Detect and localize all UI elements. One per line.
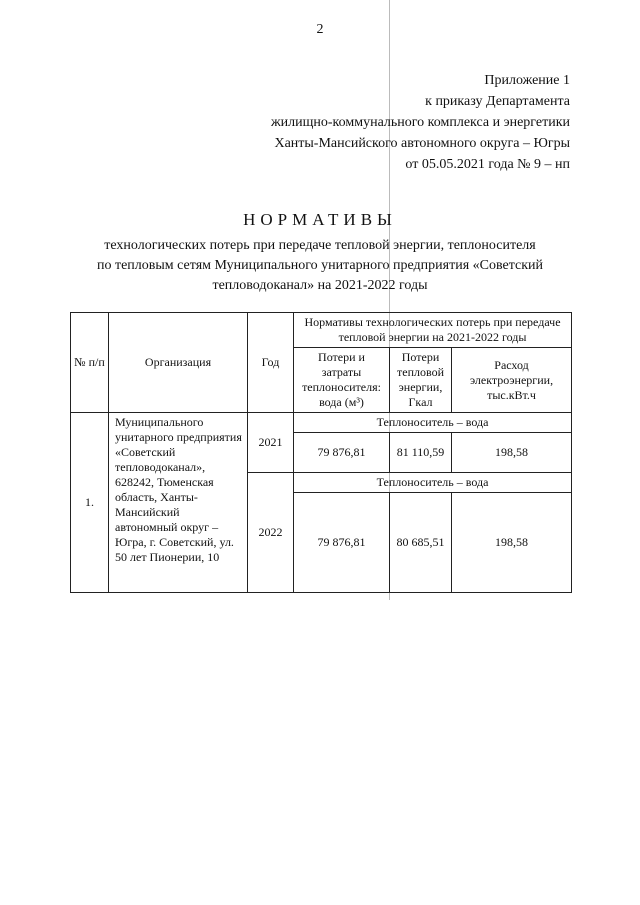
year-cell: 2021 xyxy=(248,413,294,473)
appendix-header xyxy=(271,70,570,175)
page-number: 2 xyxy=(316,22,324,37)
heat-cell: 81 110,59 xyxy=(390,433,452,473)
document-subtitle: технологических потерь при передаче тепловой энергии, теплоносителя xyxy=(104,238,536,253)
losses-cell: 79 876,81 xyxy=(294,433,390,473)
appendix-line: Ханты-Мансийского автономного округа – Югры xyxy=(274,136,570,151)
appendix-line: жилищно-коммунального комплекса и энергетики xyxy=(270,115,570,130)
header-num: № п/п xyxy=(71,313,109,413)
header-norms-group: Нормативы технологических потерь при передаче тепловой энергии на 2021-2022 годы xyxy=(294,313,572,348)
header-losses: Потери и затраты теплоносителя: вода (м³) xyxy=(294,348,390,413)
header-year: Год xyxy=(248,313,294,413)
appendix-line: к приказу Департамента xyxy=(425,94,570,109)
norms-table xyxy=(70,312,572,593)
year-cell: 2022 xyxy=(248,473,294,593)
document-subtitle: по тепловым сетям Муниципального унитарного предприятия «Советский xyxy=(96,258,544,273)
title-block xyxy=(0,210,640,296)
appendix-line: Приложение 1 xyxy=(484,73,570,88)
appendix-line: от 05.05.2021 года № 9 – нп xyxy=(405,157,570,172)
header-heat: Потери тепловой энергии, Гкал xyxy=(390,348,452,413)
losses-cell: 79 876,81 xyxy=(294,493,390,593)
power-cell: 198,58 xyxy=(452,493,572,593)
row-organization: Муниципального унитарного предприятия «Советский тепловодоканал», 628242, Тюменская область, Ханты-Мансийский автономный округ – Югра, г. Советский, ул. 50 лет Пионерии, 10 xyxy=(109,413,248,593)
power-cell: 198,58 xyxy=(452,433,572,473)
heat-cell: 80 685,51 xyxy=(390,493,452,593)
document-subtitle: тепловодоканал» на 2021-2022 годы xyxy=(212,278,428,293)
document-title: НОРМАТИВЫ xyxy=(243,210,397,229)
row-num: 1. xyxy=(71,413,109,593)
header-power: Расход электроэнергии, тыс.кВт.ч xyxy=(452,348,572,413)
carrier-cell: Теплоноситель – вода xyxy=(294,473,572,493)
carrier-cell: Теплоноситель – вода xyxy=(294,413,572,433)
header-org: Организация xyxy=(109,313,248,413)
